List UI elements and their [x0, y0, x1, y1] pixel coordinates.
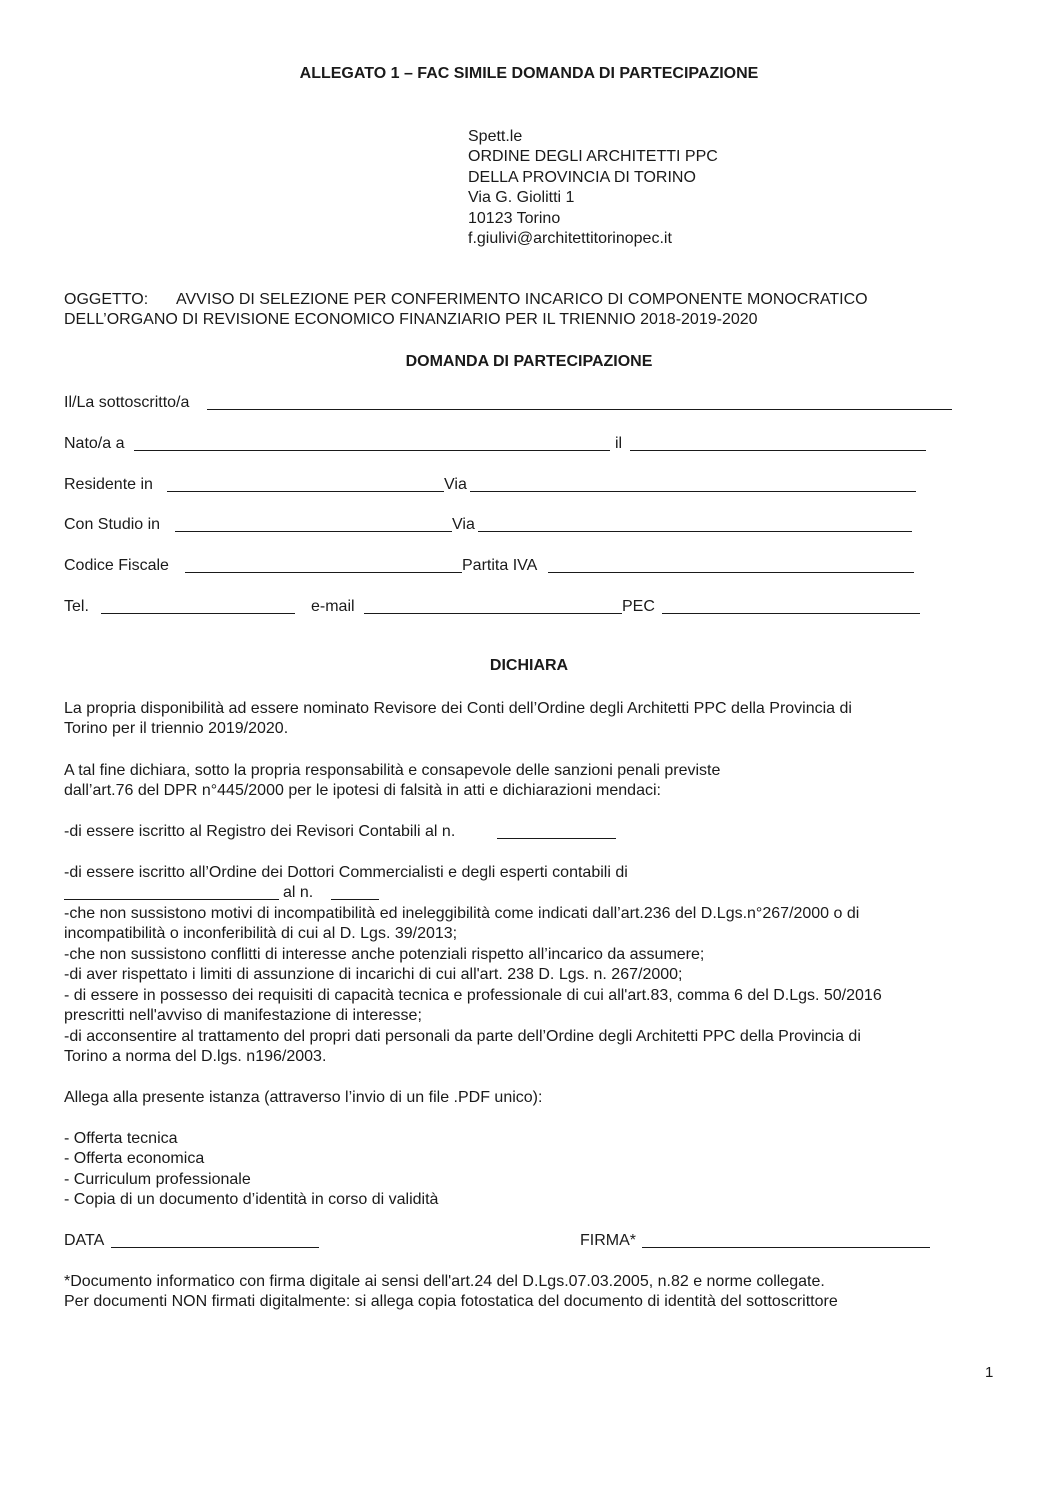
- ordine-numero-field[interactable]: [331, 899, 379, 900]
- declaration-item: - di essere in possesso dei requisiti di capacità tecnica e professionale di cui all'art.83, comma 6 del D.Lgs. 50/2016: [64, 987, 882, 1004]
- attachment-item: - Curriculum professionale: [64, 1171, 251, 1188]
- recipient-email: f.giulivi@architettitorinopec.it: [468, 230, 672, 247]
- recipient-line: Spett.le: [468, 128, 523, 145]
- data-nascita-label: il: [615, 435, 623, 452]
- studio-label: Con Studio in: [64, 516, 161, 533]
- page-number: 1: [985, 1364, 994, 1381]
- sottoscritto-label: Il/La sottoscritto/a: [64, 394, 190, 411]
- ordine-al-n-label: al n.: [283, 884, 314, 901]
- ordine-citta-field[interactable]: [64, 899, 279, 900]
- declaration-item: incompatibilità o inconferibilità di cui al D. Lgs. 39/2013;: [64, 925, 458, 942]
- declaration-item: Torino a norma del D.lgs. n196/2003.: [64, 1048, 327, 1065]
- partita-iva-field[interactable]: [548, 572, 914, 573]
- firma-label: FIRMA*: [580, 1232, 636, 1249]
- registro-label: -di essere iscritto al Registro dei Revisori Contabili al n.: [64, 823, 456, 840]
- recipient-line: 10123 Torino: [468, 210, 561, 227]
- ordine-label: -di essere iscritto all’Ordine dei Dottori Commercialisti e degli esperti contabili di: [64, 864, 628, 881]
- studio-via-field[interactable]: [478, 531, 912, 532]
- recipient-line: Via G. Giolitti 1: [468, 189, 575, 206]
- codice-fiscale-field[interactable]: [185, 572, 462, 573]
- attachment-item: - Copia di un documento d’identità in corso di validità: [64, 1191, 439, 1208]
- tel-label: Tel.: [64, 598, 89, 615]
- declaration-heading: DICHIARA: [489, 657, 569, 674]
- declaration-item: -di acconsentire al trattamento del propri dati personali da parte dell’Ordine degli Architetti PPC della Provincia di: [64, 1028, 861, 1045]
- tel-field[interactable]: [101, 613, 295, 614]
- studio-field[interactable]: [175, 531, 452, 532]
- document-title: ALLEGATO 1 – FAC SIMILE DOMANDA DI PARTECIPAZIONE: [299, 65, 759, 82]
- email-field[interactable]: [364, 613, 622, 614]
- attachment-item: - Offerta tecnica: [64, 1130, 178, 1147]
- firma-field[interactable]: [642, 1247, 930, 1248]
- declaration-paragraph: dall’art.76 del DPR n°445/2000 per le ipotesi di falsità in atti e dichiarazioni mendaci:: [64, 782, 661, 799]
- subject-line-2: DELL’ORGANO DI REVISIONE ECONOMICO FINANZIARIO PER IL TRIENNIO 2018-2019-2020: [64, 311, 758, 328]
- registro-field[interactable]: [497, 838, 616, 839]
- attachment-item: - Offerta economica: [64, 1150, 205, 1167]
- footnote-line: Per documenti NON firmati digitalmente: si allega copia fotostatica del documento di identità del sottoscrittore: [64, 1293, 838, 1310]
- data-nascita-field[interactable]: [630, 450, 926, 451]
- sottoscritto-field[interactable]: [207, 409, 952, 410]
- studio-via-label: Via: [452, 516, 475, 533]
- codice-fiscale-label: Codice Fiscale: [64, 557, 169, 574]
- partita-iva-label: Partita IVA: [462, 557, 538, 574]
- declaration-item: prescritti nell'avviso di manifestazione di interesse;: [64, 1007, 422, 1024]
- residente-via-field[interactable]: [470, 491, 916, 492]
- nato-label: Nato/a a: [64, 435, 125, 452]
- email-label: e-mail: [311, 598, 355, 615]
- residente-via-label: Via: [444, 476, 467, 493]
- recipient-line: DELLA PROVINCIA DI TORINO: [468, 169, 696, 186]
- declaration-paragraph: Torino per il triennio 2019/2020.: [64, 720, 289, 737]
- form-heading: DOMANDA DI PARTECIPAZIONE: [405, 353, 653, 370]
- attachments-intro: Allega alla presente istanza (attraverso l’invio di un file .PDF unico):: [64, 1089, 543, 1106]
- data-label: DATA: [64, 1232, 105, 1249]
- pec-label: PEC: [622, 598, 655, 615]
- data-field[interactable]: [111, 1247, 319, 1248]
- subject-label: OGGETTO:: [64, 291, 149, 308]
- residente-field[interactable]: [167, 491, 444, 492]
- declaration-paragraph: A tal fine dichiara, sotto la propria responsabilità e consapevole delle sanzioni penali previste: [64, 762, 721, 779]
- declaration-paragraph: La propria disponibilità ad essere nominato Revisore dei Conti dell’Ordine degli Architetti PPC della Provincia di: [64, 700, 852, 717]
- footnote-line: *Documento informatico con firma digitale ai sensi dell'art.24 del D.Lgs.07.03.2005, n.82 e norme collegate.: [64, 1273, 825, 1290]
- nato-field[interactable]: [134, 450, 610, 451]
- recipient-line: ORDINE DEGLI ARCHITETTI PPC: [468, 148, 718, 165]
- declaration-item: -che non sussistono conflitti di interesse anche potenziali rispetto all’incarico da assumere;: [64, 946, 705, 963]
- subject-line-1: AVVISO DI SELEZIONE PER CONFERIMENTO INCARICO DI COMPONENTE MONOCRATICO: [176, 291, 868, 308]
- declaration-item: -di aver rispettato i limiti di assunzione di incarichi di cui all'art. 238 D. Lgs. n. 267/2000;: [64, 966, 683, 983]
- pec-field[interactable]: [662, 613, 920, 614]
- declaration-item: -che non sussistono motivi di incompatibilità ed ineleggibilità come indicati dall’art.236 del D.Lgs.n°267/2000 o di: [64, 905, 860, 922]
- residente-label: Residente in: [64, 476, 153, 493]
